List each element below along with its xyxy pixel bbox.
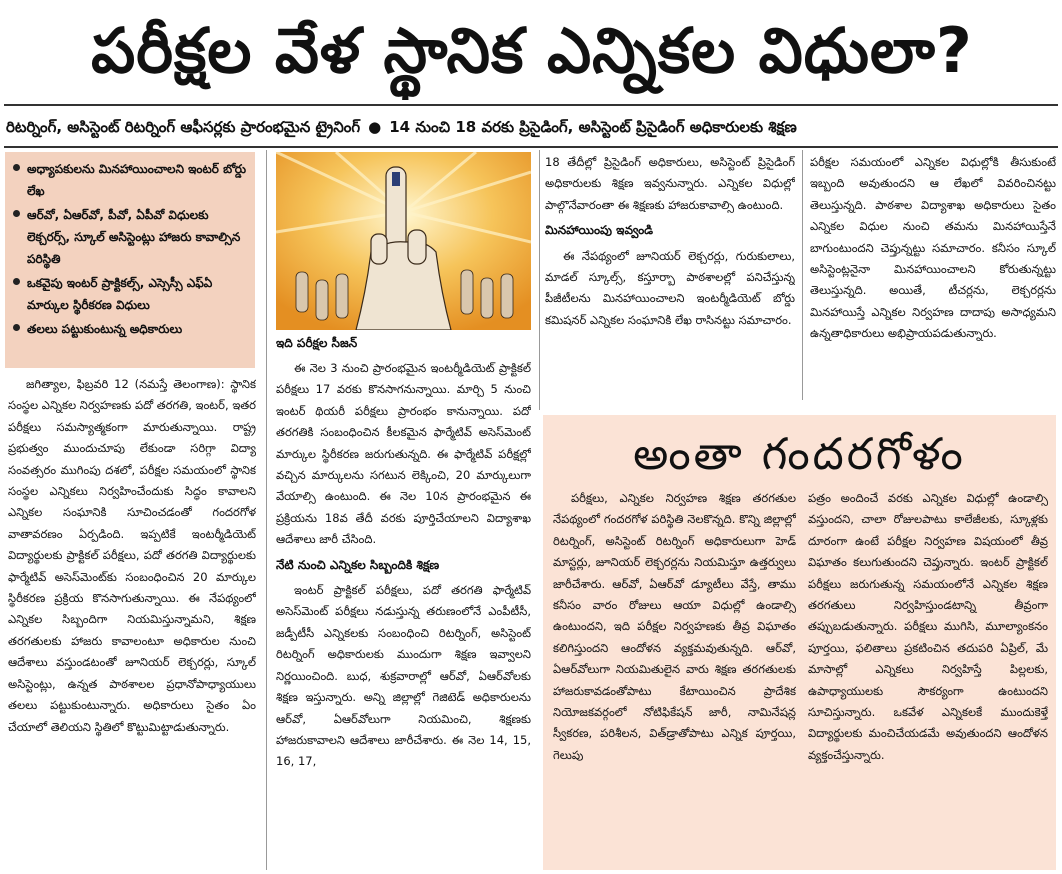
bullet-icon [13, 278, 20, 285]
highlight-item: అధ్యాపకులను మినహాయించాలని ఇంటర్‌ బోర్డు లేఖ [11, 158, 249, 202]
ballot-finger-illustration [276, 152, 531, 330]
subhead-left: రిటర్నింగ్‌, అసిస్టెంట్‌ రిటర్నింగ్‌ ఆఫీసర్లకు ప్రారంభమైన ట్రైనింగ్‌ [6, 118, 361, 136]
highlight-item: ఒకవైపు ఇంటర్‌ ప్రాక్టికల్స్‌, ఎస్సెస్సీ ఎఫ్‌ఏ మార్కుల స్థిరీకరణ విధులు [11, 272, 249, 316]
column-divider [802, 150, 803, 400]
top-rule [4, 104, 1058, 106]
photo [276, 152, 531, 330]
article-col4 [810, 152, 1056, 402]
sidebar-col1 [553, 488, 796, 866]
sidebar-col2 [808, 488, 1048, 866]
article-col2 [276, 358, 531, 868]
bullet-icon [13, 210, 20, 217]
article-col1 [8, 374, 256, 868]
headline: పరీక్షల వేళ స్థానిక ఎన్నికల విధులా? [91, 14, 973, 87]
col2-paragraph: ఇంటర్‌ ప్రాక్టికల్‌ పరీక్షలు, పదో తరగతి ఫార్మేటివ్‌ అసెస్‌మెంట్‌ పరీక్షలు నడుస్తున్న తరుణంలోనే ఎంపీటీసీ, జడ్పీటీసీ ఎన్నికలకు సంబంధించి రిటర్నింగ్‌, అసిస్టెంట్‌ రిటర్నింగ్‌ అధికారులకు ముందుగా శిక్షణ ఇవ్వాలని నిర్ణయించింది. బుధ, శుక్రవారాల్లో ఆర్‌వో, ఏఆర్‌వోలకు శిక్షణ ఇస్తున్నారు. అన్ని జిల్లాల్లో గెజిటెడ్‌ అధికారులను ఆర్‌వో, ఏఆర్‌వోలుగా నియమించి, శిక్షణకు హాజరుకావాలని ఆదేశాలు జారీచేశారు. ఈ నెల 14, 15, 16, 17, [276, 583, 531, 769]
col2-paragraph: ఈ నెల 3 నుంచి ప్రారంభమైన ఇంటర్మీడియెట్‌ ప్రాక్టికల్‌ పరీక్షలు 17 వరకు కొనసాగనున్నాయి. మార్చి 5 నుంచి ఇంటర్‌ థియరీ పరీక్షలు ప్రారంభం కానున్నాయి. పదో తరగతికి సంబంధించిన కీలకమైన ఫార్మేటివ్‌ అసెస్‌మెంట్‌ మార్కుల స్థిరీకరణ జరుగుతున్నది. ఈ ఫార్మేటివ్‌ పరీక్షల్లో వచ్చిన మార్కులను సగటున లెక్కించి, 20 మార్కులుగా వేయాల్సి ఉంటుంది. ఈ నెల 10న ప్రారంభమైన ఈ ప్రక్రియను 18వ తేదీ వరకు పూర్తిచేయాలని విద్యాశాఖ ఆదేశాలు జారీ చేసింది. [276, 361, 531, 547]
col2-subhead: నేటి నుంచి ఎన్నికల సిబ్బందికి శిక్షణ [276, 557, 440, 572]
highlight-item: తలలు పట్టుకుంటున్న అధికారులు [11, 318, 249, 340]
bullet-icon: ● [368, 118, 382, 136]
subhead [6, 118, 1056, 140]
sidebar-paragraph: పరీక్షలు, ఎన్నికల నిర్వహణ శిక్షణ తరగతుల నేపథ్యంలో గందరగోళ పరిస్థితి నెలకొన్నది. కొన్ని జిల్లాల్లో రిటర్నింగ్‌, అసిస్టెంట్‌ రిటర్నింగ్‌ అధికారులుగా హెడ్‌ మాస్టర్లు, జూనియర్‌ లెక్చరర్లను నియమిస్తూ ఉత్తర్వులు జారీచేశారు. ఆర్‌వో, ఏఆర్‌వో డ్యూటీలు వేస్తే, తాము కనీసం వారం రోజులు ఆయా విధుల్లో ఉండాల్సి ఉంటుందని, ఇది పరీక్షల నిర్వహణకు తీవ్ర విఘాతం కలిగిస్తుందని ఆందోళన వ్యక్తమవుతున్నది. ఆర్‌వో, ఏఆర్‌వోలుగా నియమితులైన వారు శిక్షణ తరగతులకు హాజరుకావడంతోపాటు కేటాయించిన ప్రాదేశిక నియోజకవర్గంలో నోటిఫికేషన్‌ జారీ, నామినేషన్ల స్వీకరణ, పరిశీలన, విత్‌డ్రాతోపాటు ఎన్నిక పూర్తయి, గెలుపు [553, 491, 796, 762]
sidebar-paragraph: పత్రం అందించే వరకు ఎన్నికల విధుల్లో ఉండాల్సి వస్తుందని, చాలా రోజులపాటు కాలేజీలకు, స్కూళ్లకు దూరంగా ఉంటే పరీక్షల నిర్వహణ విషయంలో తీవ్ర విఘాతం కలుగుతుందని చెప్తున్నారు. ఇంటర్‌ ప్రాక్టికల్‌ పరీక్షలు జరుగుతున్న సమయంలోనే ఎన్నికల శిక్షణ తరగతులు నిర్వహిస్తుండటాన్ని తీవ్రంగా తప్పుబడుతున్నారు. పరీక్షలు ముగిసి, మూల్యాంకనం పూర్తయి, ఫలితాలు ప్రకటించిన తదుపరి ఏప్రిల్‌, మే మాసాల్లో ఎన్నికలు నిర్వహిస్తే పిల్లలకు, ఉపాధ్యాయులకు సౌకర్యంగా ఉంటుందని సూచిస్తున్నారు. ఒకవేళ ఎన్నికలకే ముందుకెళ్తే విద్యార్థులకు మంచిచేయడమే అవుతుందని ఆందోళన వ్యక్తంచేస్తున్నారు. [808, 491, 1048, 762]
col3-subhead: మినహాయింపు ఇవ్వండి [545, 223, 654, 238]
article-col3 [545, 152, 795, 402]
sidebar-title: అంతా గందరగోళం [633, 429, 966, 480]
bullet-icon [13, 164, 20, 171]
column-divider [539, 150, 540, 410]
col4-paragraph: పరీక్షల సమయంలో ఎన్నికల విధుల్లోకి తీసుకుంటే ఇబ్బంది అవుతుందని ఆ లేఖలో వివరించినట్టు తెలుస్తున్నది. పాఠశాల విద్యాశాఖ అధికారులు సైతం ఎన్నికల విధుల నుంచి తమను మినహాయిస్తేనే బాగుంటుందని చెప్తున్నట్టు సమాచారం. కనీసం స్కూల్‌ అసిస్టెంట్లనైనా మినహాయించాలని కోరుతున్నట్టు తెలుస్తున్నది. అయితే, టీచర్లను, లెక్చరర్లను మినహాయిస్తే ఎన్నికల నిర్వహణ దాదాపు అసాధ్యమని ఉన్నతాధికారులు అభిప్రాయపడుతున్నారు. [810, 155, 1056, 341]
column-divider [266, 150, 267, 870]
highlights-box [5, 152, 255, 368]
bullet-icon [13, 324, 20, 331]
col1-paragraph: జగిత్యాల, ఫిబ్రవరి 12 (నమస్తే తెలంగాణ): స్థానిక సంస్థల ఎన్నికల నిర్వహణకు పదో తరగతి, ఇంటర్‌, ఇతర పరీక్షలు సమస్యాత్మకంగా మారుతున్నాయి. రాష్ట్ర ప్రభుత్వం ముందుచూపు లేకుండా సరిగ్గా విద్యా సంవత్సరం ముగింపు దశలో, పరీక్షల సమయంలో స్థానిక సంస్థల ఎన్నికలు నిర్వహించేందుకు సిద్ధం కావాలని ఎన్నికల సంఘానికి సూచించడంతో గందరగోళ వాతావరణం ఏర్పడింది. ఇప్పటికే ఇంటర్మీడియెట్‌ విద్యార్థులకు ప్రాక్టికల్‌ పరీక్షలు, పదో తరగతి విద్యార్థులకు ఫార్మేటివ్‌ అసెస్‌మెంట్‌కు సంబంధించిన 20 మార్కుల స్థిరీకరణ ప్రక్రియ కొనసాగుతున్నాయి. ఈ నేపథ్యంలో ఎన్నికల సిబ్బందిగా నియమిస్తున్నామని, శిక్షణ తరగతులకు హాజరు కావాలంటూ అధికారుల నుంచి ఆదేశాలు వస్తుండటంతో జూనియర్‌ లెక్చరర్లు, స్కూల్‌ అసిస్టెంట్లు, ఉన్నత పాఠశాలల ప్రధానోపాధ్యాయులు తలలు పట్టుకుంటున్నారు. అధికారులు సైతం ఏం చేయాలో తెలియని స్థితిలో కొట్టుమిట్టాడుతున్నారు. [8, 377, 256, 734]
col3-paragraph: 18 తేదీల్లో ప్రిసైడింగ్‌ అధికారులు, అసిస్టెంట్‌ ప్రిసైడింగ్‌ అధికారులకు శిక్షణ ఇవ్వనున్నారు. ఎన్నికల విధుల్లో పాల్గొనేవారంతా ఈ శిక్షణకు హాజరుకావాల్సి ఉంటుంది. [545, 155, 795, 212]
highlight-item: ఆర్‌వో, ఏఆర్‌వో, పీవో, ఏపీవో విధులకు లెక్చరర్స్‌, స్కూల్‌ అసిస్టెంట్లు హాజరు కావాల్సిన పరిస్థితి [11, 204, 249, 270]
subhead-rule [4, 146, 1058, 148]
subhead-right: 14 నుంచి 18 వరకు ప్రిసైడింగ్‌, అసిస్టెంట్‌ ప్రిసైడింగ్‌ అధికారులకు శిక్షణ [389, 118, 797, 136]
photo-caption: ఇది పరీక్షల సీజన్‌ [276, 336, 358, 350]
col3-paragraph: ఈ నేపథ్యంలో జూనియర్‌ లెక్చరర్లు, గురుకులాలు, మాడల్‌ స్కూల్స్‌, కస్తూర్బా పాఠశాలల్లో పనిచేస్తున్న పీజీటీలను మినహాయించాలని ఇంటర్మీడియెట్‌ బోర్డు కమిషనర్‌ ఎన్నికల సంఘానికి లేఖ రాసినట్టు సమాచారం. [545, 248, 795, 327]
